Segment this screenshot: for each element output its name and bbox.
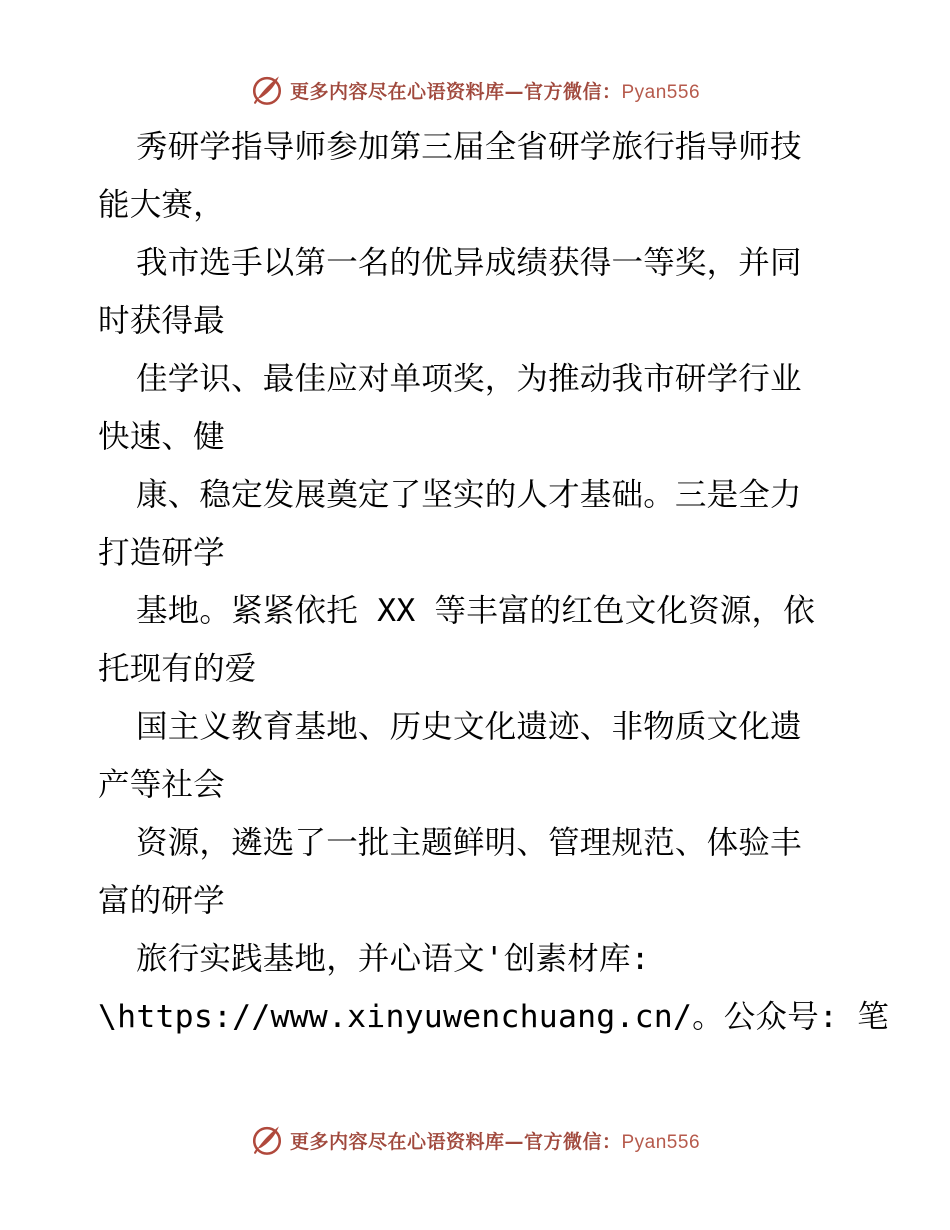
header-prefix: 更多内容尽在心语资料库	[289, 80, 505, 103]
body-line: 托现有的爱	[98, 651, 257, 687]
header-watermark-text	[290, 77, 700, 104]
footer-wechat-id: Pyan556	[621, 1131, 701, 1153]
body-line: 康、稳定发展奠定了坚实的人才基础。三是全力	[136, 477, 802, 513]
body-line: 产等社会	[98, 767, 225, 803]
body-line: 时获得最	[98, 303, 225, 339]
quill-pen-logo-icon	[250, 73, 284, 107]
document-body	[98, 118, 889, 1046]
header-wechat-id: Pyan556	[621, 81, 701, 103]
body-line: 快速、健	[98, 419, 225, 455]
body-line: 秀研学指导师参加第三届全省研学旅行指导师技	[136, 129, 802, 165]
body-line: 佳学识、最佳应对单项奖，为推动我市研学行业	[136, 361, 802, 397]
body-line-url: \https://www.xinyuwenchuang.cn/。公众号: 笔	[98, 999, 889, 1035]
footer-watermark-text	[290, 1127, 700, 1154]
quill-pen-logo-icon	[250, 1123, 284, 1157]
body-line: 打造研学	[98, 535, 225, 571]
body-line: 国主义教育基地、历史文化遗迹、非物质文化遗	[136, 709, 802, 745]
footer-watermark	[0, 1120, 950, 1160]
body-line: 富的研学	[98, 883, 225, 919]
footer-wechat-label: 官方微信：	[523, 1130, 622, 1153]
header-separator: —	[504, 80, 524, 103]
body-line: 资源，遴选了一批主题鲜明、管理规范、体验丰	[136, 825, 802, 861]
header-watermark	[0, 70, 950, 110]
body-line: 我市选手以第一名的优异成绩获得一等奖，并同	[136, 245, 802, 281]
body-line: 旅行实践基地，并心语文'创素材库:	[136, 941, 650, 977]
footer-prefix: 更多内容尽在心语资料库	[289, 1130, 505, 1153]
header-wechat-label: 官方微信：	[523, 80, 622, 103]
footer-separator: —	[504, 1130, 524, 1153]
body-line: 基地。紧紧依托 XX 等丰富的红色文化资源，依	[136, 593, 815, 629]
body-line: 能大赛，	[98, 187, 225, 223]
